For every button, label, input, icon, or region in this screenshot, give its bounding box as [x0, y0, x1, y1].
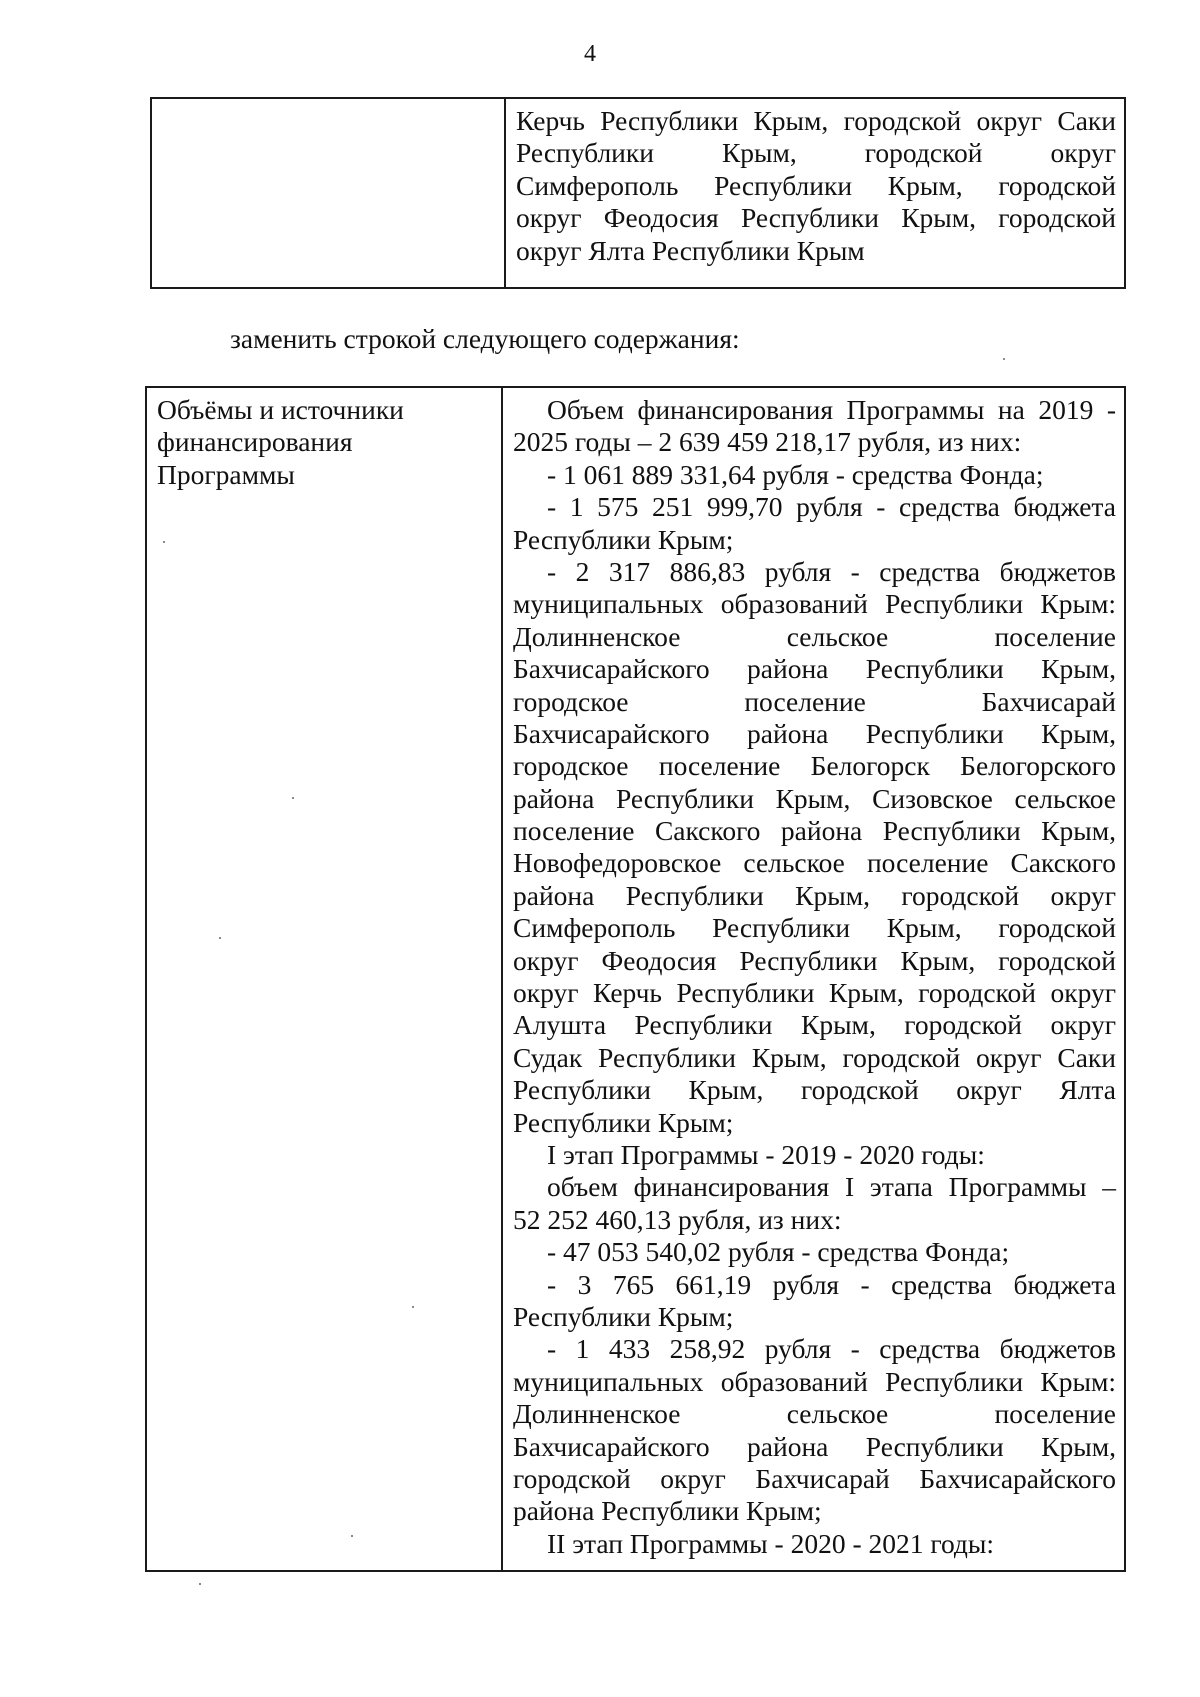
text-line: 2025 годы – 2 639 459 218,17 рубля, из них: — [513, 426, 1022, 458]
text-line: Судак Республики Крым, городской округ Саки — [513, 1041, 1116, 1073]
scan-speck — [412, 1306, 414, 1308]
text-line: Новофедоровское сельское поселение Сакского — [513, 847, 1116, 879]
heading-line: Объёмы и источники — [157, 394, 404, 425]
text-line: района Республики Крым; — [513, 1495, 822, 1527]
text-line: Алушта Республики Крым, городской округ — [513, 1009, 1116, 1041]
text-line: Симферополь Республики Крым, городской — [513, 912, 1116, 944]
table-cell-funding-details — [502, 387, 1125, 1571]
replacement-table-row — [145, 386, 1126, 1572]
text-line: объем финансирования I этапа Программы – — [547, 1171, 1116, 1203]
scan-speck — [292, 797, 294, 799]
text-line: городской округ Бахчисарай Бахчисарайского — [513, 1462, 1116, 1494]
text-line: Керчь Республики Крым, городской округ Саки — [516, 105, 1116, 136]
text-line: муниципальных образований Республики Крым: — [513, 588, 1116, 620]
text-line: Бахчисарайского района Республики Крым, — [513, 653, 1116, 685]
table-cell-heading — [146, 387, 502, 1571]
text-line: Долинненское сельское поселение — [513, 1398, 1116, 1430]
text-line: городское поселение Бахчисарай — [513, 685, 1116, 717]
scan-speck — [1003, 358, 1005, 360]
table-cell-territories — [505, 98, 1125, 288]
text-line: округ Феодосия Республики Крым, городской — [513, 944, 1116, 976]
text-line: Республики Крым; — [513, 1300, 734, 1332]
text-line: округ Керчь Республики Крым, городской округ — [513, 977, 1116, 1009]
text-line: - 1 575 251 999,70 рубля - средства бюджета — [547, 491, 1116, 523]
text-line: Бахчисарайского района Республики Крым, — [513, 1430, 1116, 1462]
text-line: - 3 765 661,19 рубля - средства бюджета — [547, 1268, 1116, 1300]
text-line: поселение Сакского района Республики Крым, — [513, 815, 1116, 847]
text-line: округ Феодосия Республики Крым, городской — [516, 202, 1116, 234]
text-line: района Республики Крым, Сизовское сельское — [513, 782, 1116, 814]
heading-line: Программы — [157, 458, 295, 490]
text-line: муниципальных образований Республики Крым: — [513, 1365, 1116, 1397]
text-line: Бахчисарайского района Республики Крым, — [513, 717, 1116, 749]
page-number: 4 — [584, 41, 596, 67]
scan-speck — [351, 1535, 353, 1537]
text-line: Республики Крым, городской округ — [516, 137, 1116, 169]
text-line: - 1 061 889 331,64 рубля - средства Фонда; — [547, 458, 1044, 490]
text-line: II этап Программы - 2020 - 2021 годы: — [547, 1527, 995, 1559]
replacement-caption: заменить строкой следующего содержания: — [230, 323, 740, 354]
text-line: 52 252 460,13 рубля, из них: — [513, 1203, 842, 1235]
text-line: округ Ялта Республики Крым — [516, 234, 865, 266]
text-line: Республики Крым; — [513, 523, 734, 555]
text-line: Республики Крым, городской округ Ялта — [513, 1074, 1116, 1106]
heading-line: финансирования — [157, 426, 353, 458]
text-line: Объем финансирования Программы на 2019 - — [547, 394, 1116, 425]
text-line: Симферополь Республики Крым, городской — [516, 169, 1116, 201]
table-cell-empty-left — [151, 98, 505, 288]
text-line: Долинненское сельское поселение — [513, 620, 1116, 652]
scan-speck — [219, 937, 221, 939]
scan-speck — [163, 541, 165, 543]
text-line: - 2 317 886,83 рубля - средства бюджетов — [547, 555, 1116, 587]
text-line: - 1 433 258,92 рубля - средства бюджетов — [547, 1333, 1116, 1365]
text-line: района Республики Крым, городской округ — [513, 879, 1116, 911]
text-line: Республики Крым; — [513, 1106, 734, 1138]
scan-speck — [199, 1583, 201, 1585]
continued-table-row — [150, 97, 1126, 289]
text-line: городское поселение Белогорск Белогорского — [513, 750, 1116, 782]
text-line: I этап Программы - 2019 - 2020 годы: — [547, 1138, 985, 1170]
text-line: - 47 053 540,02 рубля - средства Фонда; — [547, 1236, 1010, 1268]
